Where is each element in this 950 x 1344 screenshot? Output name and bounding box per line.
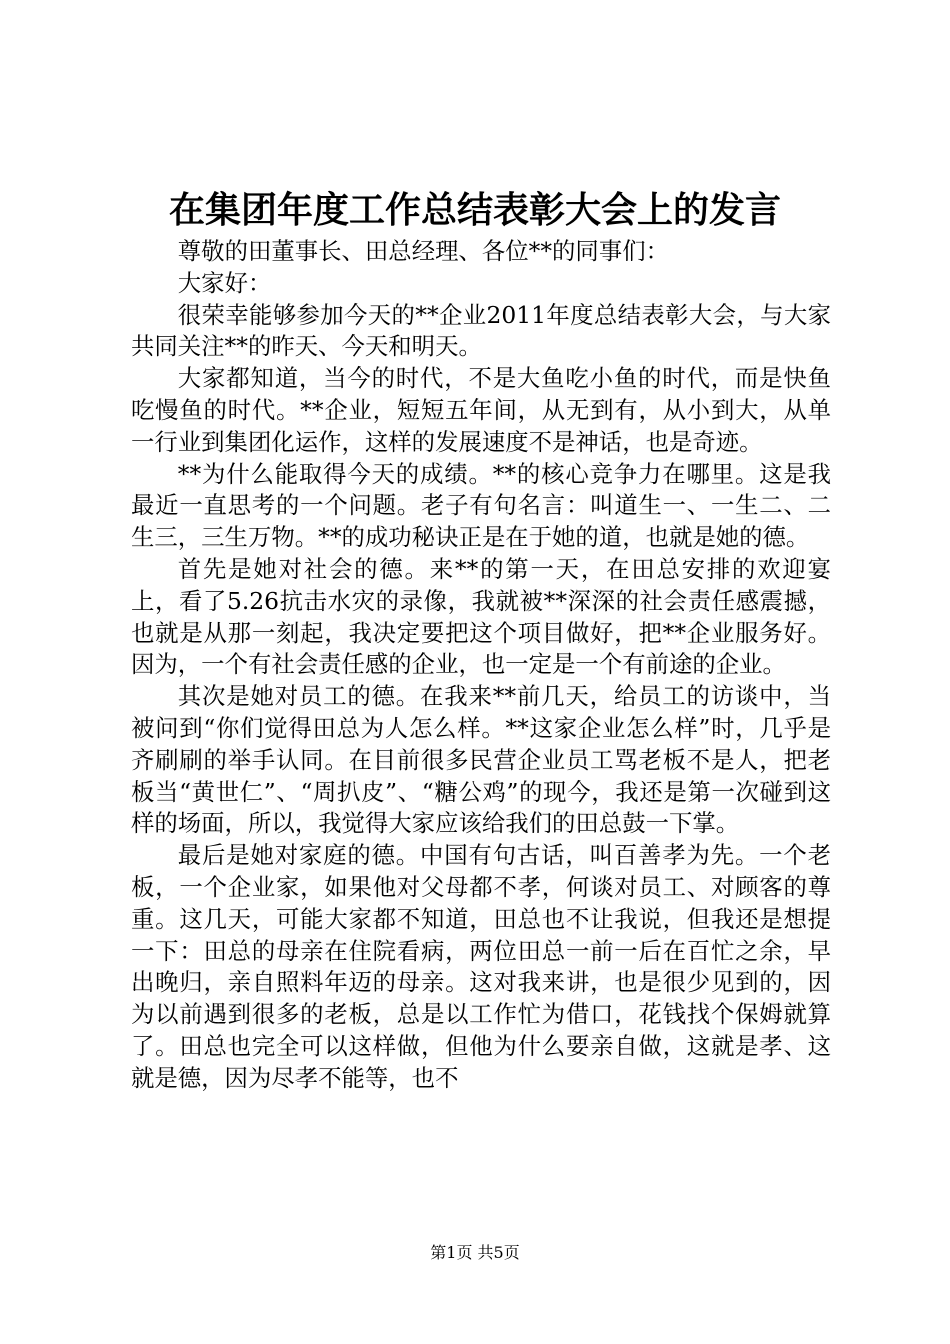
body-paragraph: 最后是她对家庭的德。中国有句古话，叫百善孝为先。一个老板，一个企业家，如果他对父母都不孝，何谈对员工、对顾客的尊重。这几天，可能大家都不知道，田总也不让我说，但我还是想提一下：田总的母亲在住院看病，两位田总一前一后在百忙之余，早出晚归，亲自照料年迈的母亲。这对我来讲，也是很少见到的，因为以前遇到很多的老板，总是以工作忙为借口，花钱找个保姆就算了。田总也完全可以这样做，但他为什么要亲自做，这就是孝、这就是德，因为尽孝不能等，也不 [131,841,831,1092]
body-paragraph: 很荣幸能够参加今天的**企业2011年度总结表彰大会，与大家共同关注**的昨天、今天和明天。 [131,300,831,361]
salutation-paragraph: 尊敬的田董事长、田总经理、各位**的同事们： [177,237,669,265]
body-paragraph: 其次是她对员工的德。在我来**前几天，给员工的访谈中，当被问到“你们觉得田总为人怎么样。**这家企业怎么样”时，几乎是齐刷刷的举手认同。在目前很多民营企业员工骂老板不是人，把老板当“黄世仁”、“周扒皮”、“糖公鸡”的现今，我还是第一次碰到这样的场面，所以，我觉得大家应该给我们的田总鼓一下掌。 [131,682,831,838]
page-number: 第1页 共5页 [430,1243,520,1262]
document-body [131,236,831,1095]
greeting-paragraph: 大家好： [177,268,272,297]
body-paragraph: 大家都知道，当今的时代，不是大鱼吃小鱼的时代，而是快鱼吃慢鱼的时代。**企业，短短五年间，从无到有，从小到大，从单一行业到集团化运作，这样的发展速度不是神话，也是奇迹。 [131,364,831,456]
document-title: 在集团年度工作总结表彰大会上的发言 [168,189,781,231]
body-paragraph: 首先是她对社会的德。来**的第一天，在田总安排的欢迎宴上，看了5.26抗击水灾的录像，我就被**深深的社会责任感震撼，也就是从那一刻起，我决定要把这个项目做好，把**企业服务好。因为，一个有社会责任感的企业，也一定是一个有前途的企业。 [131,554,831,679]
body-paragraph: **为什么能取得今天的成绩。**的核心竞争力在哪里。这是我最近一直思考的一个问题。老子有句名言：叫道生一、一生二、二生三，三生万物。**的成功秘诀正是在于她的道，也就是她的德。 [131,459,831,552]
